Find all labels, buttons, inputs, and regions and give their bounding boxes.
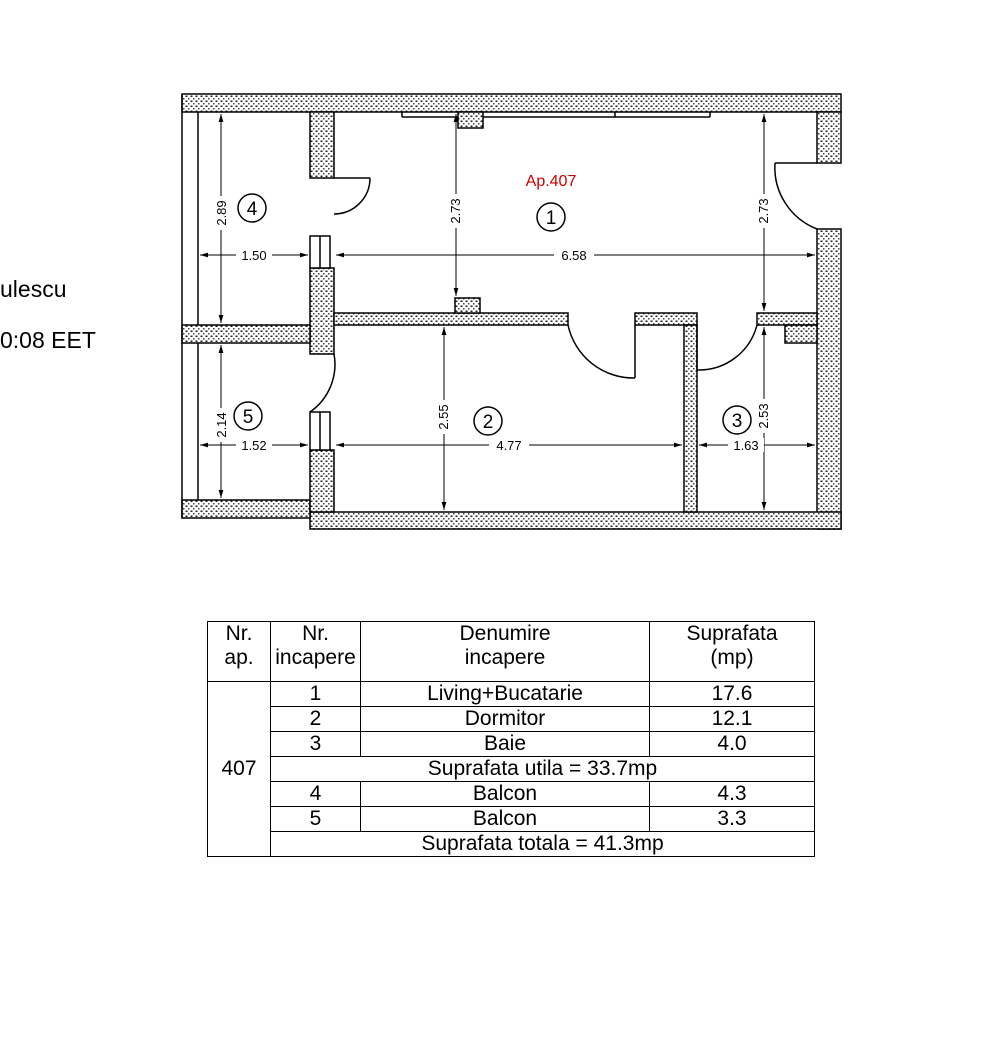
row-area: 17.6 [650,682,815,707]
room-number-1: 1 [545,208,557,229]
row-name: Dormitor [361,707,650,732]
apartment-number: 407 [208,682,271,857]
row-nr: 5 [271,807,361,832]
total-text: Suprafata totala = 41.3mp [271,832,815,857]
row-nr: 3 [271,732,361,757]
table-row [208,807,815,832]
wall-bedroom-bath [684,325,697,512]
walls [182,94,841,529]
owner-name-fragment: ulescu [0,276,67,302]
wall-balcony5-bottom [182,500,310,518]
dim-r1-width: 6.58 [561,248,587,263]
room-number-3: 3 [731,411,743,432]
door-bathroom [697,325,757,370]
column-mid [455,298,480,313]
dim-r4-height: 2.89 [214,200,229,226]
apartment-label: Ap.407 [525,173,577,190]
row-area: 4.0 [650,732,815,757]
total-row [208,832,815,857]
wall-balcony-divider [182,325,310,343]
wall-partition-bottom [310,450,334,512]
room-number-5: 5 [242,407,254,428]
dim-r2-height: 2.55 [436,404,451,430]
table-row [208,732,815,757]
outline-lines [182,94,710,518]
subtotal-row [208,757,815,782]
dim-r1-left-height: 2.73 [448,198,463,224]
table-row [208,682,815,707]
table-row [208,707,815,732]
wall-living-bedroom-right [635,313,697,325]
row-name: Living+Bucatarie [361,682,650,707]
header-apartment-nr: Nr. ap. [208,622,271,682]
wall-partition-top [310,112,334,178]
row-area: 3.3 [650,807,815,832]
row-area: 4.3 [650,782,815,807]
room-area-table [207,621,815,857]
dim-r4-width: 1.50 [241,248,267,263]
column-top [458,112,483,128]
header-room-nr: Nr. incapere [271,622,361,682]
row-name: Balcon [361,807,650,832]
room-number-2: 2 [482,412,494,433]
row-nr: 4 [271,782,361,807]
header-area: Suprafata (mp) [650,622,815,682]
row-area: 12.1 [650,707,815,732]
subtotal-text: Suprafata utila = 33.7mp [271,757,815,782]
dim-r3-height: 2.53 [756,403,771,429]
wall-living-bedroom [334,313,568,325]
table-row [208,782,815,807]
row-name: Balcon [361,782,650,807]
timestamp-fragment: 0:08 EET [0,327,96,353]
doors [310,163,817,412]
row-name: Baie [361,732,650,757]
header-room-name: Denumire incapere [361,622,650,682]
wall-partition-mid [310,268,334,354]
door-balcony5 [310,354,335,412]
wall-bath-top [757,313,817,325]
wall-right-lower [817,229,841,529]
room-number-4: 4 [246,199,258,220]
door-entrance [775,163,817,229]
wall-top [182,94,841,112]
wall-bottom [310,512,841,529]
dim-r2-width: 4.77 [496,438,522,453]
dim-r3-width: 1.63 [733,438,759,453]
dim-r5-height: 2.14 [214,412,229,438]
wall-right-upper [817,112,841,163]
dim-r5-width: 1.52 [241,438,267,453]
row-nr: 1 [271,682,361,707]
wall-bath-niche [785,325,817,343]
dim-r1-right-height: 2.73 [756,198,771,224]
row-nr: 2 [271,707,361,732]
